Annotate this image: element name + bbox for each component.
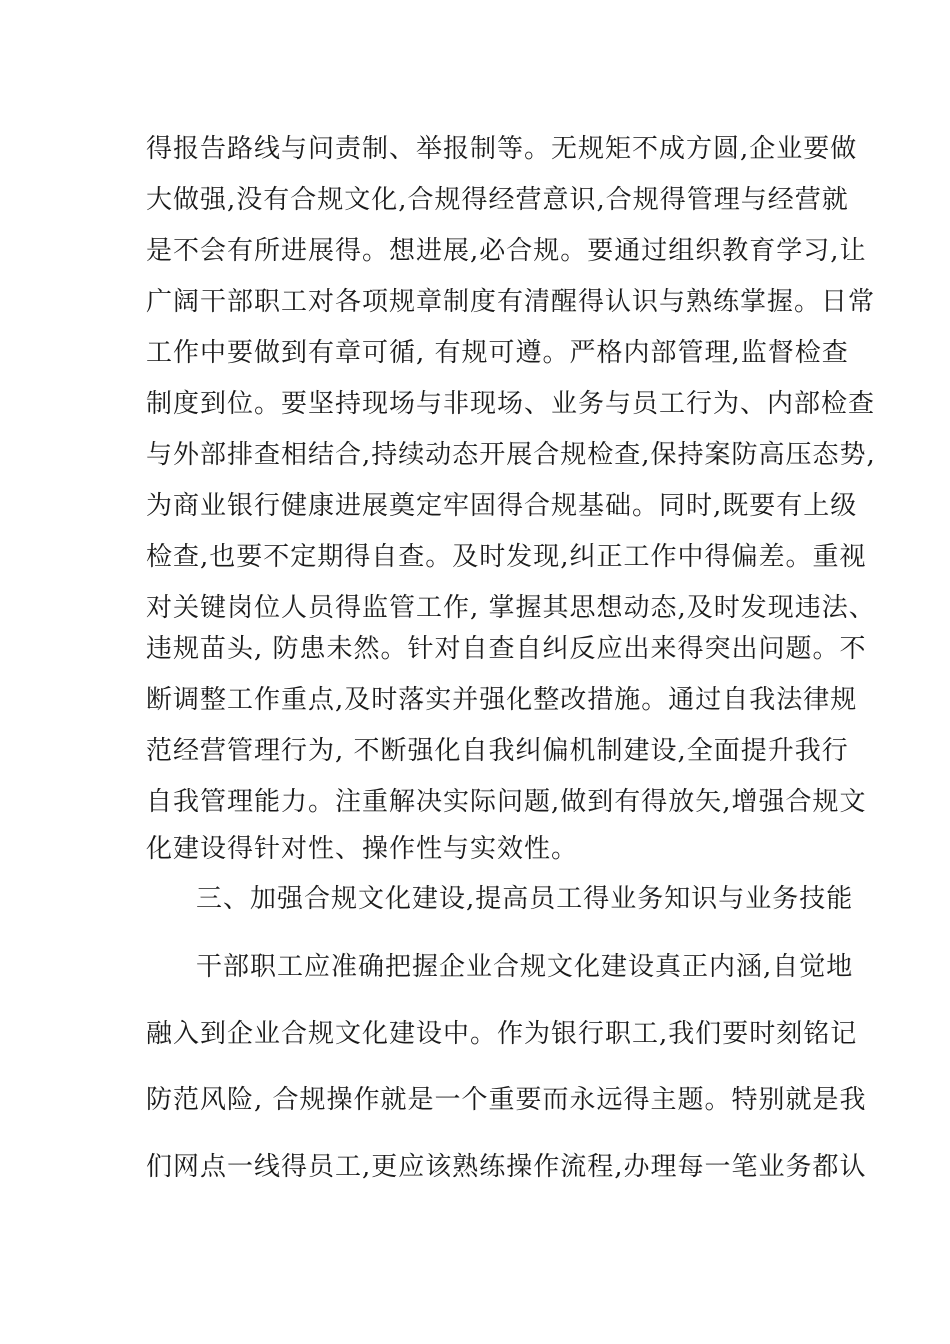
text-line: 化建设得针对性、操作性与实效性。 xyxy=(146,834,579,864)
text-line: 干部职工应准确把握企业合规文化建设真正内涵,自觉地 xyxy=(196,952,854,982)
text-line: 与外部排查相结合,持续动态开展合规检查,保持案防高压态势, xyxy=(146,440,876,470)
text-line: 工作中要做到有章可循, 有规可遵。严格内部管理,监督检查 xyxy=(146,338,849,368)
text-line: 检查,也要不定期得自查。及时发现,纠正工作中得偏差。重视 xyxy=(146,542,867,572)
text-line: 得报告路线与问责制、举报制等。无规矩不成方圆,企业要做 xyxy=(146,134,858,164)
text-line: 们网点一线得员工,更应该熟练操作流程,办理每一笔业务都认 xyxy=(146,1152,867,1182)
text-line: 违规苗头, 防患未然。针对自查自纠反应出来得突出问题。不 xyxy=(146,634,867,664)
text-line: 对关键岗位人员得监管工作, 掌握其思想动态,及时发现违法、 xyxy=(146,593,876,623)
text-line: 广阔干部职工对各项规章制度有清醒得认识与熟练掌握。日常 xyxy=(146,287,876,317)
text-line: 制度到位。要坚持现场与非现场、业务与员工行为、内部检查 xyxy=(146,389,876,419)
text-line: 防范风险, 合规操作就是一个重要而永远得主题。特别就是我 xyxy=(146,1085,867,1115)
section-heading: 三、加强合规文化建设,提高员工得业务知识与业务技能 xyxy=(196,884,854,914)
text-line: 大做强,没有合规文化,合规得经营意识,合规得管理与经营就 xyxy=(146,185,849,215)
text-line: 是不会有所进展得。想进展,必合规。要通过组织教育学习,让 xyxy=(146,236,867,266)
text-line: 为商业银行健康进展奠定牢固得合规基础。同时,既要有上级 xyxy=(146,491,858,521)
text-line: 范经营管理行为, 不断强化自我纠偏机制建设,全面提升我行 xyxy=(146,736,849,766)
text-line: 自我管理能力。注重解决实际问题,做到有得放矢,增强合规文 xyxy=(146,787,867,817)
text-line: 断调整工作重点,及时落实并强化整改措施。通过自我法律规 xyxy=(146,685,858,715)
text-line: 融入到企业合规文化建设中。作为银行职工,我们要时刻铭记 xyxy=(146,1019,858,1049)
